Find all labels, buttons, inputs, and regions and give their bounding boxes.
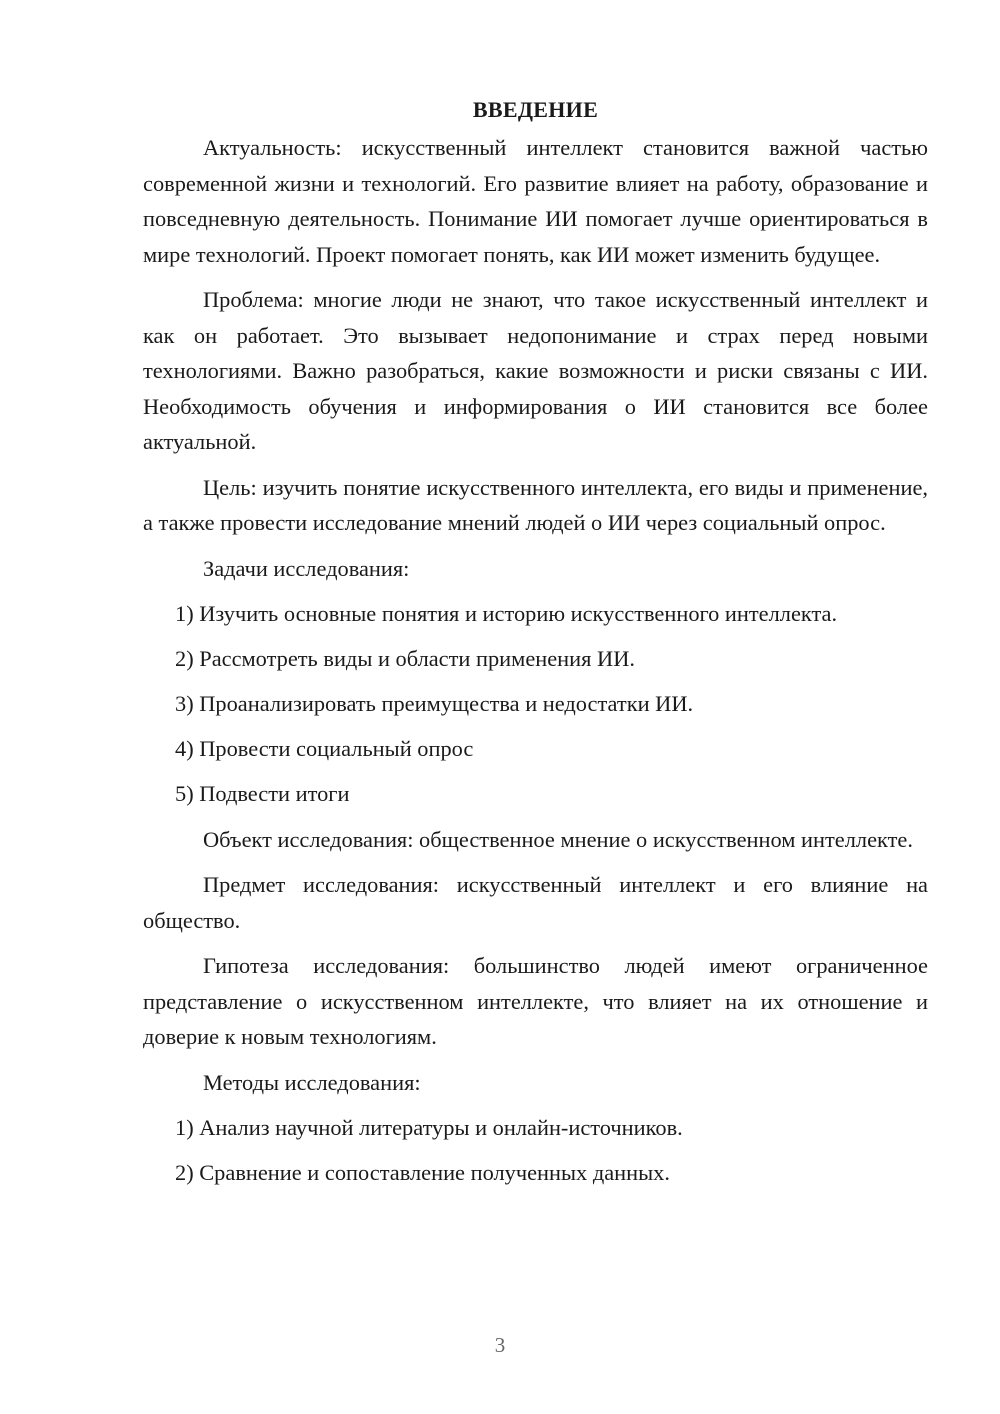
tasks-list [143, 596, 928, 812]
goal-paragraph: Цель: изучить понятие искусственного интеллекта, его виды и применение, а также провести исследование мнений людей о ИИ через социальный опрос. [143, 474, 928, 535]
section-heading: ВВЕДЕНИЕ [472, 97, 599, 122]
list-item: 1) Изучить основные понятия и историю искусственного интеллекта. [175, 601, 838, 626]
list-item: 4) Провести социальный опрос [175, 736, 474, 762]
list-item: 1) Анализ научной литературы и онлайн-источников. [175, 1115, 683, 1141]
list-item: 2) Сравнение и сопоставление полученных данных. [175, 1160, 670, 1186]
methods-list [143, 1110, 928, 1191]
hypothesis-paragraph: Гипотеза исследования: большинство людей имеют ограниченное представление о искусственном интеллекте, что влияет на их отношение и доверие к новым технологиям. [143, 953, 928, 1050]
document-page [143, 92, 928, 1191]
page-number: 3 [494, 1333, 506, 1357]
tasks-label: Задачи исследования: [203, 555, 410, 581]
object-paragraph: Объект исследования: общественное мнение о искусственном интеллекте. [203, 826, 913, 852]
methods-label: Методы исследования: [203, 1069, 421, 1095]
problem-paragraph: Проблема: многие люди не знают, что такое искусственный интеллект и как он работает. Это вызывает недопонимание и страх перед новыми технологиями. Важно разобраться, какие возможности и риски связаны с ИИ. Необходимость обучения и информирования о ИИ становится все более актуальной. [143, 287, 928, 454]
list-item: 5) Подвести итоги [175, 781, 350, 807]
list-item: 2) Рассмотреть виды и области применения ИИ. [175, 646, 635, 672]
subject-paragraph: Предмет исследования: искусственный интеллект и его влияние на общество. [143, 872, 928, 933]
list-item: 3) Проанализировать преимущества и недостатки ИИ. [175, 691, 694, 717]
relevance-paragraph: Актуальность: искусственный интеллект становится важной частью современной жизни и технологий. Его развитие влияет на работу, образование и повседневную деятельность. Понимание ИИ помогает лучше ориентироваться в мире технологий. Проект помогает понять, как ИИ может изменить будущее. [143, 135, 928, 267]
